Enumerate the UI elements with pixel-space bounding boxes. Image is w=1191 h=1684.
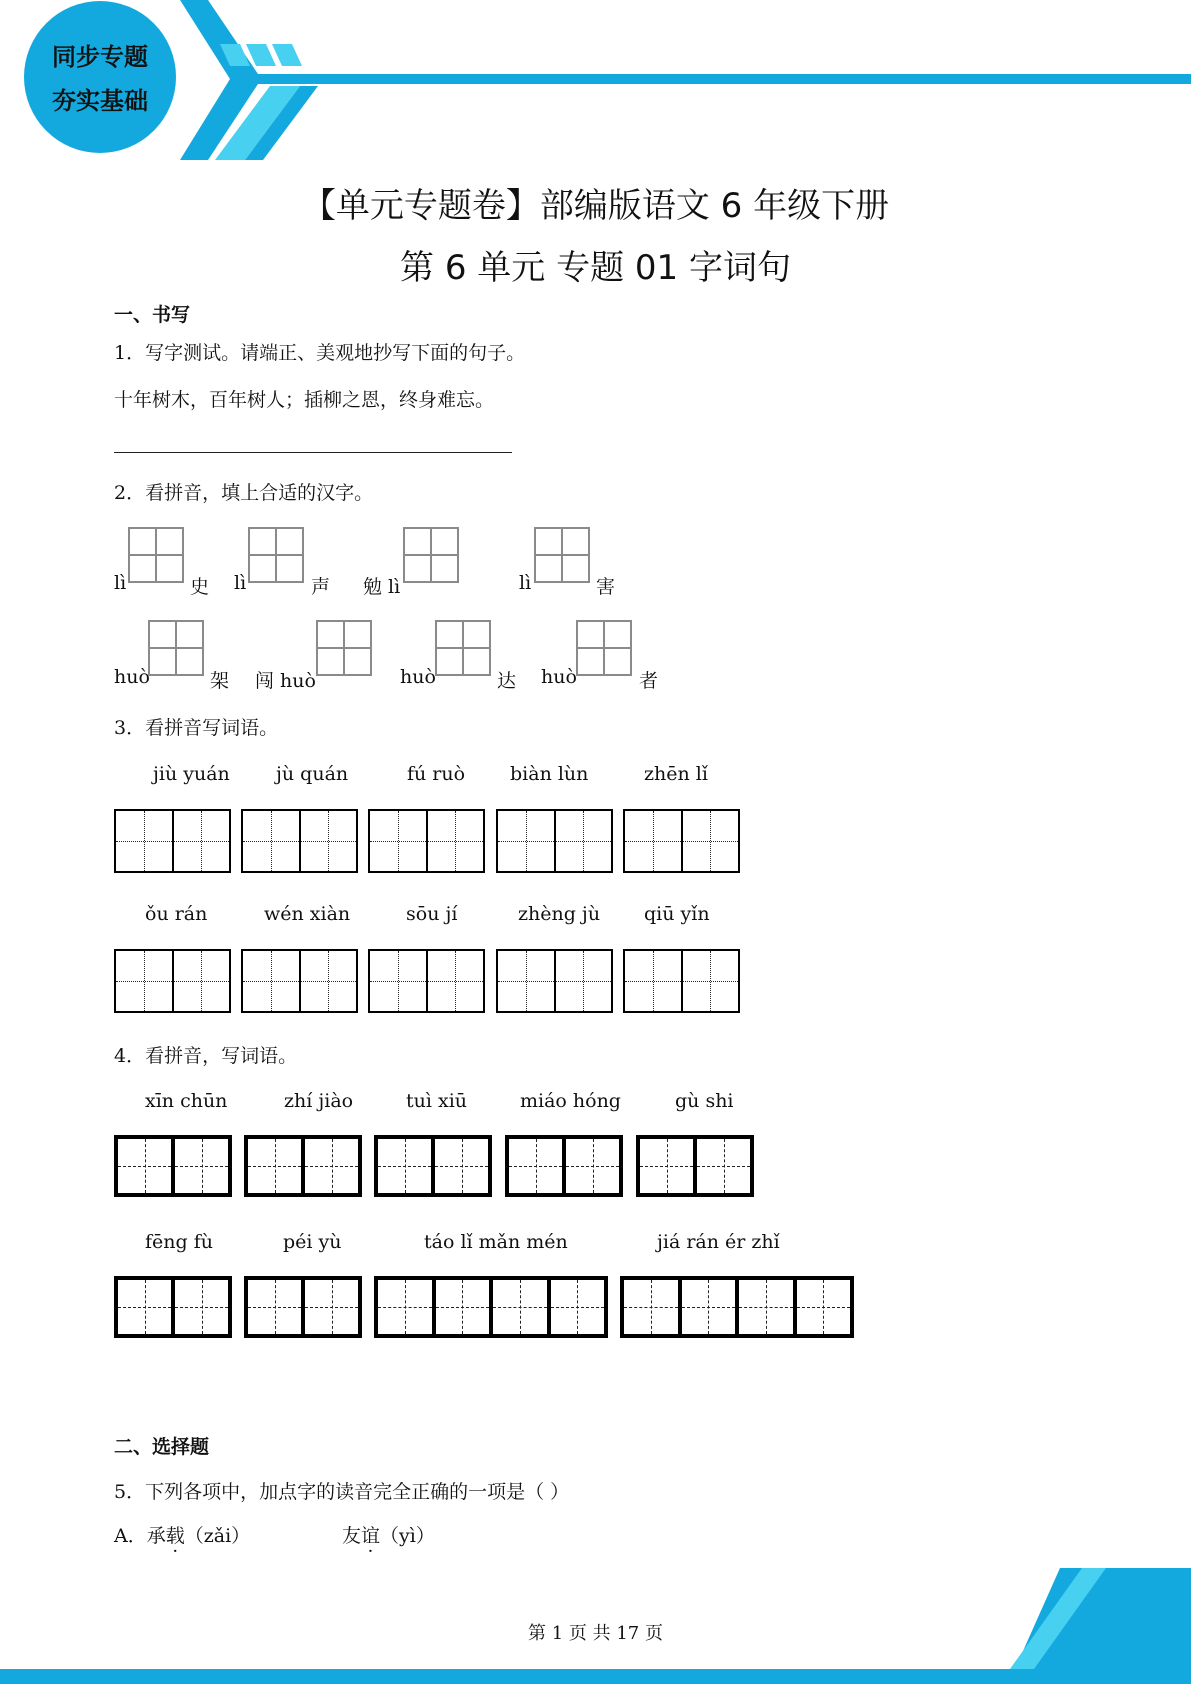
q2-r1-2-pinyin: lì — [234, 572, 247, 594]
q2-r1-1-box[interactable] — [128, 527, 184, 583]
section-heading-writing: 一、书写 — [114, 304, 191, 326]
q3-r2-pinyin-5: qiū yǐn — [644, 903, 710, 925]
title-line-1: 【单元专题卷】部编版语文 6 年级下册 — [301, 186, 890, 226]
q2-r1-1-char: 史 — [190, 576, 210, 598]
q2-r2-3-box[interactable] — [435, 620, 491, 676]
section-heading-choice: 二、选择题 — [114, 1436, 210, 1458]
q2-r2-1-char: 架 — [210, 670, 230, 692]
question-1-sentence: 十年树木，百年树人；插柳之恩，终身难忘。 — [114, 389, 495, 411]
q4-r2-box-3[interactable] — [374, 1276, 608, 1338]
q2-r2-1-box[interactable] — [148, 620, 204, 676]
option-a-dotted-char-1: 载 — [165, 1525, 185, 1547]
question-4-prompt: 4．看拼音，写词语。 — [114, 1045, 298, 1067]
q3-r2-pinyin-3: sōu jí — [406, 903, 458, 925]
q3-r1-box-1[interactable] — [114, 809, 231, 873]
option-a-word-2-prefix: 友 — [342, 1525, 362, 1547]
q2-r1-2-char: 声 — [311, 576, 331, 598]
badge-line-2: 夯实基础 — [52, 87, 148, 115]
q3-r2-box-2[interactable] — [241, 949, 358, 1013]
q4-r1-pinyin-5: gù shi — [675, 1090, 734, 1112]
badge-line-1: 同步专题 — [52, 43, 148, 71]
q2-r1-3-pinyin: 勉 lì — [363, 576, 401, 598]
q4-r2-pinyin-2: péi yù — [283, 1231, 342, 1253]
question-1-answer-line[interactable] — [114, 452, 512, 453]
q2-r1-3-box[interactable] — [403, 527, 459, 583]
q3-r1-pinyin-2: jù quán — [276, 763, 349, 785]
q2-r1-4-pinyin: lì — [519, 572, 532, 594]
q2-r1-2-box[interactable] — [248, 527, 304, 583]
q3-r1-pinyin-4: biàn lùn — [510, 763, 589, 785]
q2-r1-4-char: 害 — [596, 576, 616, 598]
question-2-prompt: 2．看拼音，填上合适的汉字。 — [114, 482, 374, 504]
q3-r2-pinyin-2: wén xiàn — [264, 903, 351, 925]
q2-r2-1-pinyin: huò — [114, 666, 150, 688]
q3-r2-box-5[interactable] — [623, 949, 740, 1013]
q4-r2-pinyin-4: jiá rán ér zhǐ — [657, 1231, 780, 1253]
q4-r1-pinyin-3: tuì xiū — [406, 1090, 468, 1112]
question-5-option-a[interactable] — [114, 1521, 250, 1548]
q4-r2-box-1[interactable] — [114, 1276, 232, 1338]
q4-r1-box-2[interactable] — [244, 1135, 362, 1197]
q3-r1-box-3[interactable] — [368, 809, 485, 873]
q3-r2-pinyin-4: zhèng jù — [518, 903, 601, 925]
option-a-pinyin-2: （yì） — [380, 1525, 435, 1547]
q2-r2-2-pinyin: 闯 huò — [255, 670, 316, 692]
q3-r1-pinyin-3: fú ruò — [407, 763, 466, 785]
option-a-pinyin-1: （zǎi） — [184, 1525, 251, 1547]
q4-r2-pinyin-3: táo lǐ mǎn mén — [424, 1231, 568, 1253]
q2-r2-4-pinyin: huò — [541, 666, 577, 688]
q4-r2-box-2[interactable] — [244, 1276, 362, 1338]
q4-r1-pinyin-1: xīn chūn — [145, 1090, 228, 1112]
q3-r2-box-1[interactable] — [114, 949, 231, 1013]
q2-r2-3-pinyin: huò — [400, 666, 436, 688]
q2-r2-3-char: 达 — [497, 670, 517, 692]
q4-r1-pinyin-2: zhí jiào — [284, 1090, 354, 1112]
q2-r1-4-box[interactable] — [534, 527, 590, 583]
q4-r1-box-5[interactable] — [636, 1135, 754, 1197]
q2-r2-4-char: 者 — [639, 670, 659, 692]
header-decoration — [0, 0, 1191, 160]
q3-r1-box-4[interactable] — [496, 809, 613, 873]
q2-r2-4-box[interactable] — [576, 620, 632, 676]
question-3-prompt: 3．看拼音写词语。 — [114, 717, 279, 739]
q4-r1-box-4[interactable] — [505, 1135, 623, 1197]
q3-r1-box-2[interactable] — [241, 809, 358, 873]
q2-r2-2-box[interactable] — [316, 620, 372, 676]
q3-r1-pinyin-1: jiù yuán — [153, 763, 230, 785]
q4-r1-box-3[interactable] — [374, 1135, 492, 1197]
question-5-prompt: 5．下列各项中，加点字的读音完全正确的一项是（ ） — [114, 1481, 570, 1503]
question-1-prompt: 1．写字测试。请端正、美观地抄写下面的句子。 — [114, 342, 526, 364]
q4-r1-box-1[interactable] — [114, 1135, 232, 1197]
option-a-label: A．承 — [114, 1525, 166, 1547]
q3-r2-pinyin-1: ǒu rán — [145, 903, 208, 925]
q3-r1-pinyin-5: zhēn lǐ — [644, 763, 708, 785]
q2-r1-1-pinyin: lì — [114, 572, 127, 594]
q4-r2-box-4[interactable] — [620, 1276, 854, 1338]
page-number: 第 1 页 共 17 页 — [528, 1623, 663, 1644]
q4-r2-pinyin-1: fēng fù — [145, 1231, 213, 1253]
question-5-option-a-word-2 — [342, 1521, 435, 1548]
q4-r1-pinyin-4: miáo hóng — [520, 1090, 621, 1112]
q3-r2-box-3[interactable] — [368, 949, 485, 1013]
option-a-dotted-char-2: 谊 — [361, 1525, 381, 1547]
title-line-2: 第 6 单元 专题 01 字词句 — [400, 248, 791, 288]
q3-r1-box-5[interactable] — [623, 809, 740, 873]
q3-r2-box-4[interactable] — [496, 949, 613, 1013]
